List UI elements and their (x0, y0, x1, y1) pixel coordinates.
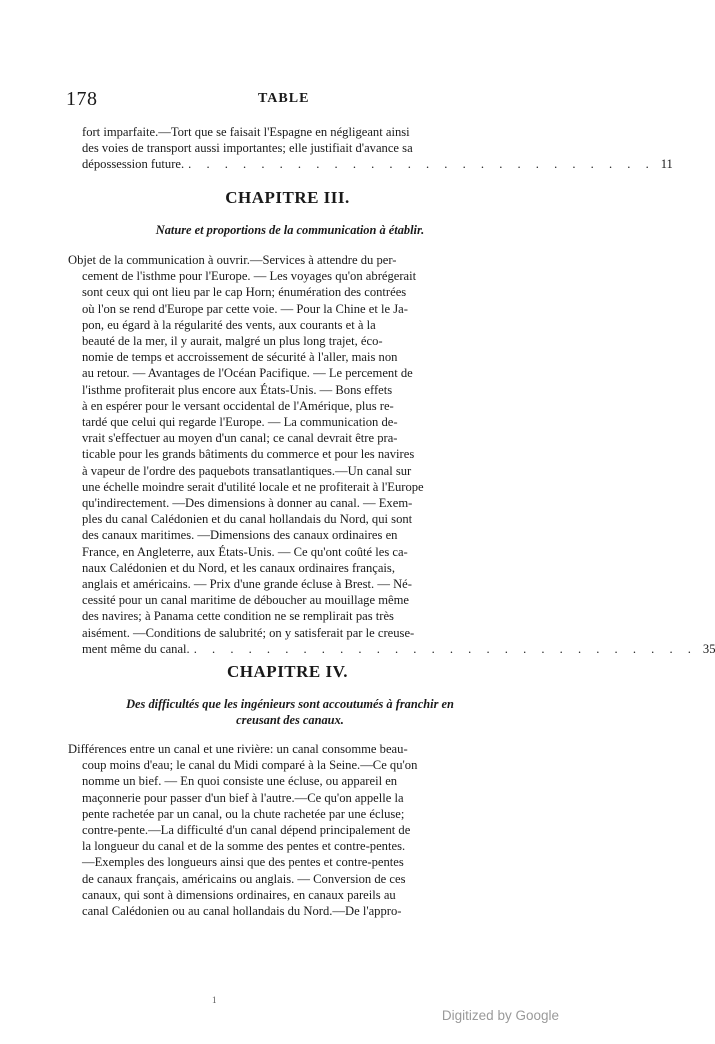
chapter-heading: CHAPITRE IV. (227, 662, 348, 681)
chapter-subtitle: Nature et proportions de la communication à établir. (155, 223, 425, 237)
text-line: de canaux français, américains ou anglais. — Conversion de ces (82, 871, 406, 886)
text-line: cessité pour un canal maritime de déboucher au mouillage même (82, 593, 409, 608)
text-line: au retour. — Avantages de l'Océan Pacifique. — Le percement de (82, 366, 413, 381)
chapter-subtitle (80, 696, 500, 728)
text-line: Objet de la communication à ouvrir.—Services à attendre du per- (68, 253, 397, 267)
text-line: aisément. —Conditions de salubrité; on y satisferait par le creuse- (82, 625, 415, 640)
text-line: des navires; à Panama cette condition ne se remplirait pas très (82, 609, 394, 624)
text-line: beauté de la mer, il y aurait, malgré un plus long trajet, éco- (82, 334, 383, 349)
page-reference: 35 (702, 641, 715, 656)
running-title: TABLE (258, 91, 310, 106)
chapter-heading: CHAPITRE III. (225, 188, 350, 207)
text-line: une échelle moindre serait d'utilité locale et ne profiterait à l'Europe (82, 479, 424, 494)
text-line: ment même du canal. (82, 641, 190, 656)
text-line: —Exemples des longueurs ainsi que des pentes et contre-pentes (82, 855, 404, 870)
text-line: l'isthme profiterait plus encore aux États-Unis. — Bons effets (82, 382, 393, 397)
chapter-summary (68, 741, 501, 919)
text-line: contre-pente.—La difficulté d'un canal dépend principalement de (82, 823, 411, 838)
text-line: pente rachetée par un canal, ou la chute rachetée par une écluse; (82, 806, 405, 821)
text-line: naux Calédonien et du Nord, et les canaux ordinaires français, (82, 560, 395, 575)
text-line: cement de l'isthme pour l'Europe. — Les voyages qu'on abrégerait (82, 269, 417, 284)
text-line: à vapeur de l'ordre des paquebots transatlantiques.—Un canal sur (82, 463, 412, 478)
toc-leader-line (68, 641, 715, 657)
text-line: qu'indirectement. —Des dimensions à donner au canal. — Exem- (82, 496, 413, 511)
text-line: nomme un bief. — En quoi consiste une écluse, ou appareil en (82, 774, 398, 789)
text-line: Différences entre un canal et une rivière: un canal consomme beau- (68, 742, 408, 756)
text-line: dépossession future. (82, 157, 185, 172)
text-line: ples du canal Calédonien et du canal hollandais du Nord, qui sont (82, 512, 413, 527)
text-line: France, en Angleterre, aux États-Unis. — Ce qu'ont coûté les ca- (82, 544, 408, 559)
previous-section-entry (82, 124, 673, 173)
text-line: canal Calédonien ou au canal hollandais du Nord.—De l'appro- (82, 904, 402, 919)
subtitle-line: Des difficultés que les ingénieurs sont accoutumés à franchir en (126, 697, 454, 711)
text-line: coup moins d'eau; le canal du Midi comparé à la Seine.—Ce qu'on (82, 758, 418, 773)
text-line: maçonnerie pour passer d'un bief à l'autre.—Ce qu'on appelle la (82, 790, 404, 805)
watermark: Digitized by Google (441, 1008, 559, 1023)
text-line: des voies de transport aussi importantes; elle justifiait d'avance sa (82, 141, 413, 156)
text-line: des canaux maritimes. —Dimensions des canaux ordinaires en (82, 528, 398, 543)
text-line: anglais et américains. — Prix d'une grande écluse à Brest. — Né- (82, 577, 412, 592)
text-line: ticable pour les grands bâtiments du commerce et pour les navires (82, 447, 415, 462)
chapter-summary (68, 252, 715, 657)
text-line: tardé que celui qui regarde l'Europe. — La communication de- (82, 415, 398, 430)
page-header (66, 88, 506, 110)
footer-mark: 1 (212, 995, 217, 1005)
page-reference: 11 (660, 157, 673, 172)
text-line: la longueur du canal et de la somme des pentes et contre-pentes. (82, 839, 406, 854)
text-line: canaux, qui sont à dimensions ordinaires, en canaux pareils au (82, 887, 396, 902)
subtitle-line: creusant des canaux. (236, 713, 344, 727)
text-line: nomie de temps et accroissement de sécurité à l'aller, mais non (82, 350, 398, 365)
page-number: 178 (66, 88, 98, 110)
text-line: pon, eu égard à la régularité des vents, aux courants et à la (82, 317, 376, 332)
text-line: où l'on se rend d'Europe par cette voie. — Pour la Chine et le Ja- (82, 301, 408, 316)
toc-leader-line (82, 156, 673, 172)
leader-dots: . . . . . . . . . . . . . . . . . . . . . . . . . . . . (193, 641, 697, 656)
text-line: sont ceux qui ont lieu par le cap Horn; énumération des contrées (82, 285, 407, 300)
leader-dots: . . . . . . . . . . . . . . . . . . . . . . . . . . (188, 157, 655, 172)
text-line: vrait s'effectuer au moyen d'un canal; ce canal devrait être pra- (82, 431, 398, 446)
text-line: à en espérer pour le versant occidental de l'Amérique, plus re- (82, 398, 394, 413)
text-line: fort imparfaite.—Tort que se faisait l'Espagne en négligeant ainsi (82, 125, 410, 139)
